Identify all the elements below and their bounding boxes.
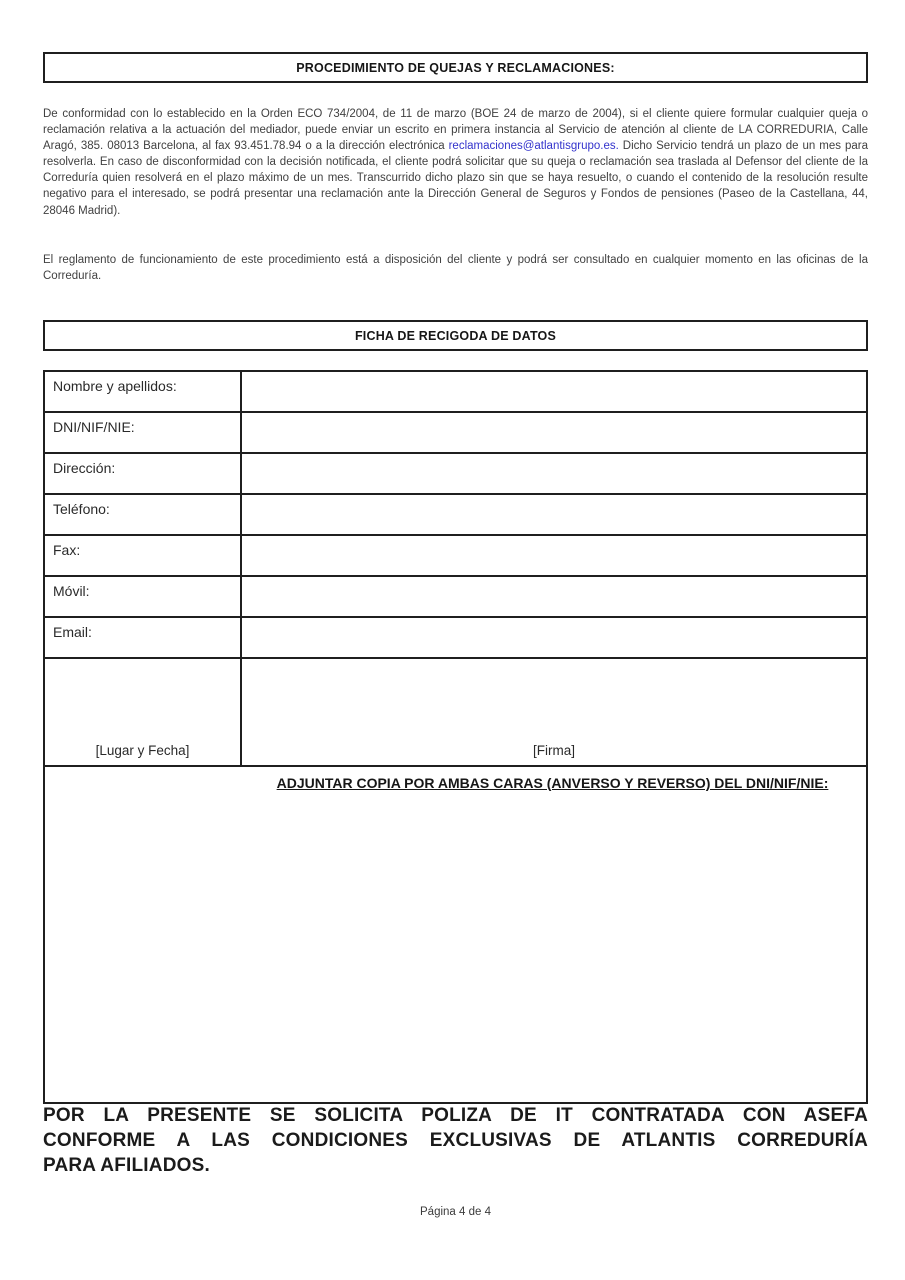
table-row-telefono bbox=[45, 495, 866, 536]
signature-cell bbox=[242, 659, 866, 765]
signature-label: [Firma] bbox=[533, 743, 575, 758]
data-form-title bbox=[43, 320, 868, 351]
place-date-cell bbox=[45, 659, 242, 765]
table-row-dni bbox=[45, 413, 866, 454]
table-row-fax bbox=[45, 536, 866, 577]
policy-statement bbox=[43, 1103, 868, 1178]
form-row-value-cell bbox=[242, 495, 866, 534]
statement-line: POR LA PRESENTE SE SOLICITA POLIZA DE IT CONTRATADA CON ASEFA bbox=[43, 1105, 868, 1126]
form-row-label: Nombre y apellidos: bbox=[45, 372, 242, 411]
form-row-label: Teléfono: bbox=[45, 495, 242, 534]
form-row-value-cell bbox=[242, 372, 866, 411]
form-row-value-cell bbox=[242, 618, 866, 657]
complaints-paragraph-1 bbox=[43, 106, 868, 219]
form-row-label: Dirección: bbox=[45, 454, 242, 493]
table-row-movil bbox=[45, 577, 866, 618]
form-row-label: DNI/NIF/NIE: bbox=[45, 413, 242, 452]
form-row-value-cell bbox=[242, 536, 866, 575]
table-row-nombre bbox=[45, 372, 866, 413]
complaints-section-title bbox=[43, 52, 868, 83]
form-row-label: Email: bbox=[45, 618, 242, 657]
form-row-value-cell bbox=[242, 454, 866, 493]
complaints-paragraph-1-text-before: De conformidad con lo establecido en la Orden ECO 734/2004, de 11 de marzo (BOE 24 de marzo de 2004), si el cliente quiere formular cualquier queja o reclamación relativa a la actuación del mediador, puede enviar un escrito en primera instancia al Servicio de atención al cliente de LA CORREDURIA, Calle Aragó, 385. 08013 Barcelona, al fax 93.451.78.94 o a la dirección electrónica bbox=[43, 108, 868, 153]
data-collection-table bbox=[43, 370, 868, 1104]
form-row-label: Móvil: bbox=[45, 577, 242, 616]
form-row-value-cell bbox=[242, 413, 866, 452]
statement-line: CONFORME A LAS CONDICIONES EXCLUSIVAS DE ATLANTIS CORREDURÍA bbox=[43, 1130, 868, 1151]
statement-line: PARA AFILIADOS. bbox=[43, 1155, 210, 1176]
table-row-email bbox=[45, 618, 866, 659]
complaints-paragraph-1-text-after: Dicho Servicio tendrá un plazo de un mes para resolverla. En caso de disconformidad con la decisión notificada, el cliente podrá solicitar que su queja o reclamación sea traslada al Defensor del cliente de la Correduría quien resolverá en el plazo máximo de un mes. Transcurrido dicho plazo sin que se haya resuelto, o cuando el contenido de la resolución resulte negativo para el interesado, se podrá presentar una reclamación ante la Dirección General de Seguros y Fondos de pensiones (Paseo de la Castellana, 44, 28046 Madrid). bbox=[43, 140, 868, 217]
complaints-paragraph-2: El reglamento de funcionamiento de este procedimiento está a disposición del cliente y podrá ser consultado en cualquier momento en las oficinas de la Correduría. bbox=[43, 254, 868, 283]
form-row-value-cell bbox=[242, 577, 866, 616]
attach-copy-cell bbox=[45, 775, 866, 1102]
signature-row bbox=[45, 659, 866, 767]
table-row-direccion bbox=[45, 454, 866, 495]
email-link[interactable]: reclamaciones@atlantisgrupo.es. bbox=[448, 140, 619, 153]
attach-copy-note: ADJUNTAR COPIA POR AMBAS CARAS (ANVERSO Y REVERSO) DEL DNI/NIF/NIE: bbox=[276, 775, 829, 791]
data-form-title-text: FICHA DE RECIGODA DE DATOS bbox=[354, 328, 557, 343]
complaints-section-title-text: PROCEDIMIENTO DE QUEJAS Y RECLAMACIONES: bbox=[296, 60, 615, 75]
place-date-label: [Lugar y Fecha] bbox=[95, 743, 190, 758]
form-row-label: Fax: bbox=[45, 536, 242, 575]
page-number: Página 4 de 4 bbox=[420, 1206, 491, 1218]
